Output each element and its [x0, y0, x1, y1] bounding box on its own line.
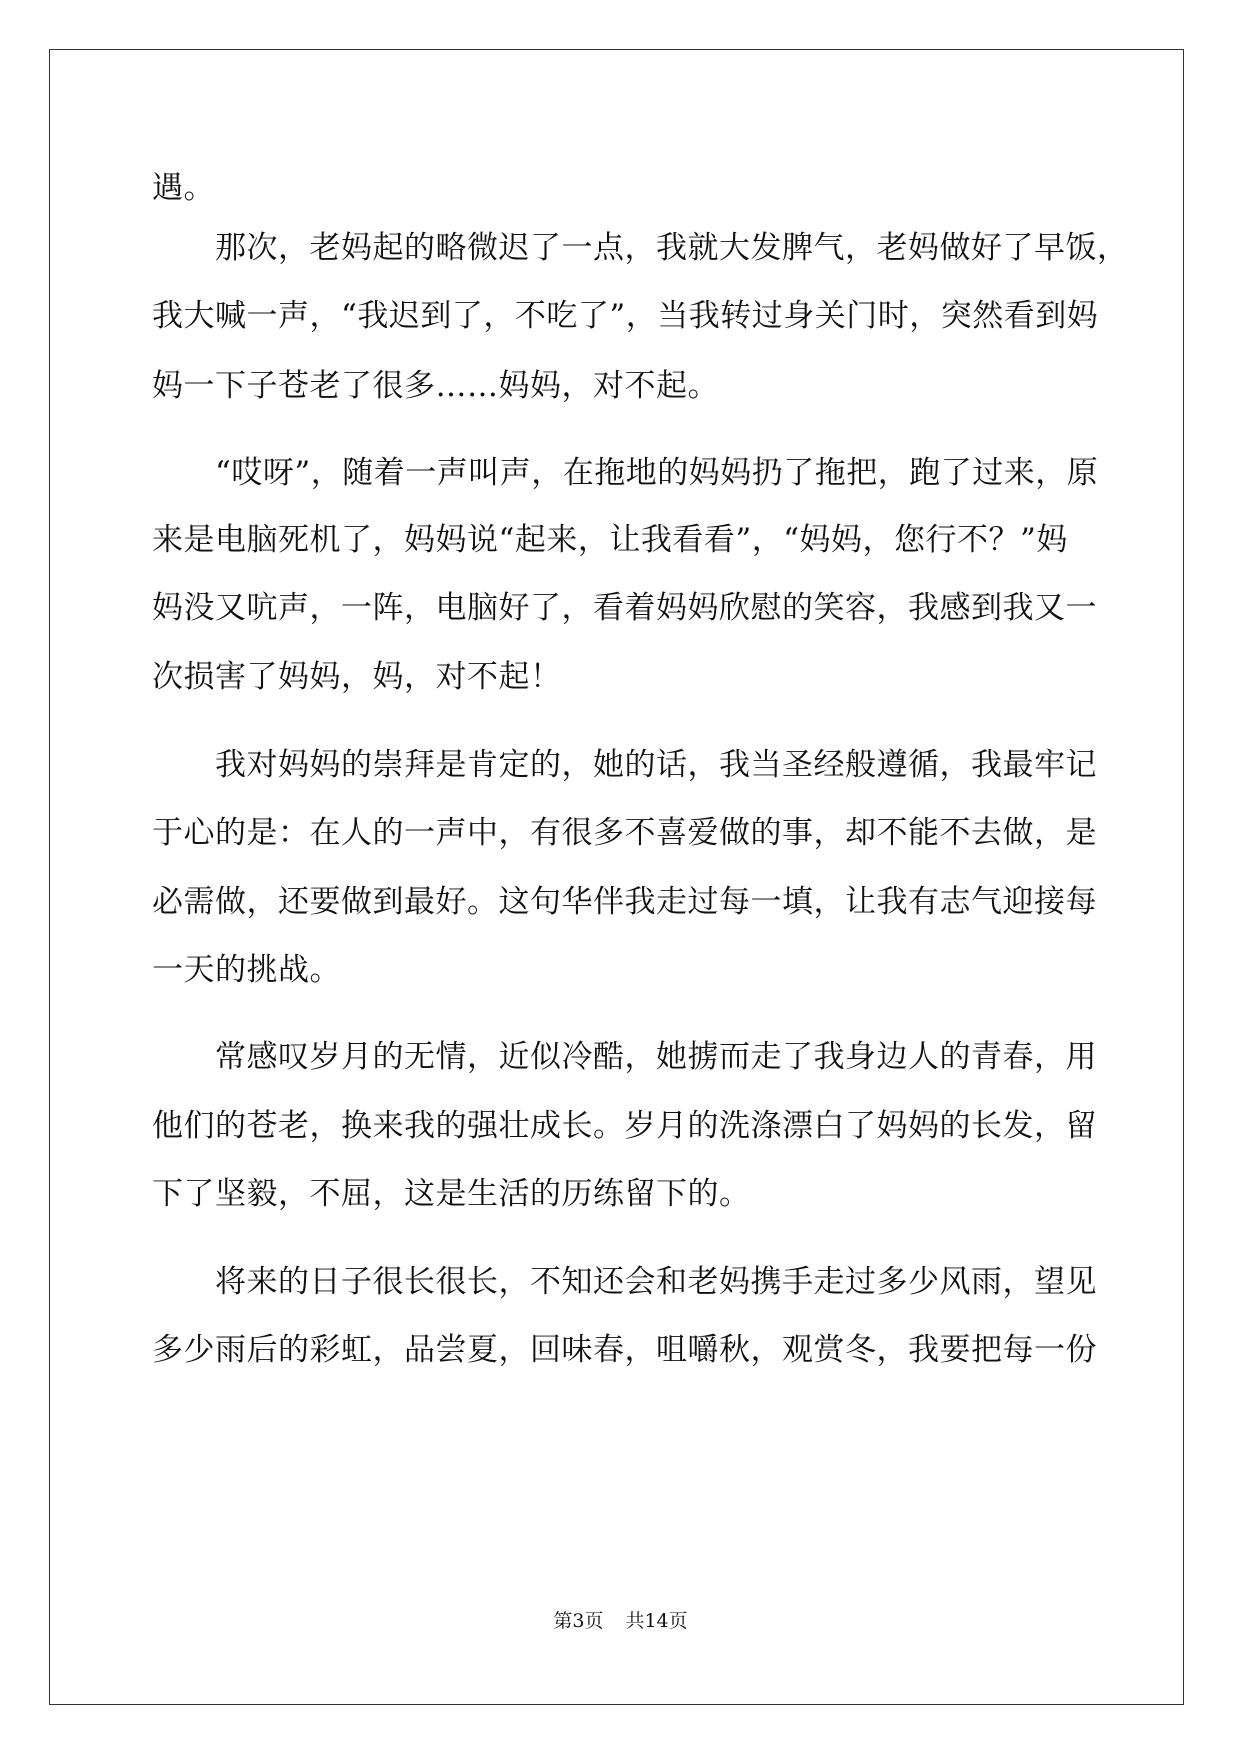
text-line: 一天的挑战。 — [152, 952, 341, 988]
text-line: 我对妈妈的崇拜是肯定的，她的话，我当圣经般遵循，我最牢记 — [152, 747, 1097, 783]
text-line: 将来的日子很长很长，不知还会和老妈携手走过多少风雨，望见 — [152, 1264, 1097, 1300]
text-line: 妈没又吭声，一阵，电脑好了，看着妈妈欣慰的笑容，我感到我又一 — [152, 590, 1097, 626]
text-line: 妈一下子苍老了很多……妈妈，对不起。 — [152, 368, 719, 404]
text-line: 我大喊一声，“我迟到了，不吃了”，当我转过身关门时，突然看到妈 — [152, 298, 1099, 334]
text-line: 次损害了妈妈，妈，对不起！ — [152, 659, 562, 695]
page-number: 第3页 — [553, 1610, 604, 1632]
text-line: 必需做，还要做到最好。这句华伴我走过每一填，让我有志气迎接每 — [152, 884, 1097, 920]
text-line: “哎呀”，随着一声叫声，在拖地的妈妈扔了拖把，跑了过来，原 — [152, 455, 1099, 491]
text-line: 于心的是：在人的一声中，有很多不喜爱做的事，却不能不去做，是 — [152, 815, 1097, 851]
text-line: 遇。 — [152, 170, 215, 206]
text-line: 他们的苍老，换来我的强壮成长。岁月的洗涤漂白了妈妈的长发，留 — [152, 1108, 1097, 1144]
page-footer — [0, 1609, 1241, 1633]
text-line: 常感叹岁月的无情，近似冷酷，她掳而走了我身边人的青春，用 — [152, 1039, 1097, 1075]
text-line: 多少雨后的彩虹，品尝夏，回味春，咀嚼秋，观赏冬，我要把每一份 — [152, 1332, 1097, 1368]
text-line: 下了坚毅，不屈，这是生活的历练留下的。 — [152, 1176, 751, 1212]
page-total: 共14页 — [625, 1610, 688, 1632]
text-line: 来是电脑死机了，妈妈说“起来，让我看看”，“妈妈，您行不？”妈 — [152, 522, 1068, 558]
text-line: 那次，老妈起的略微迟了一点，我就大发脾气，老妈做好了早饭， — [152, 230, 1129, 266]
